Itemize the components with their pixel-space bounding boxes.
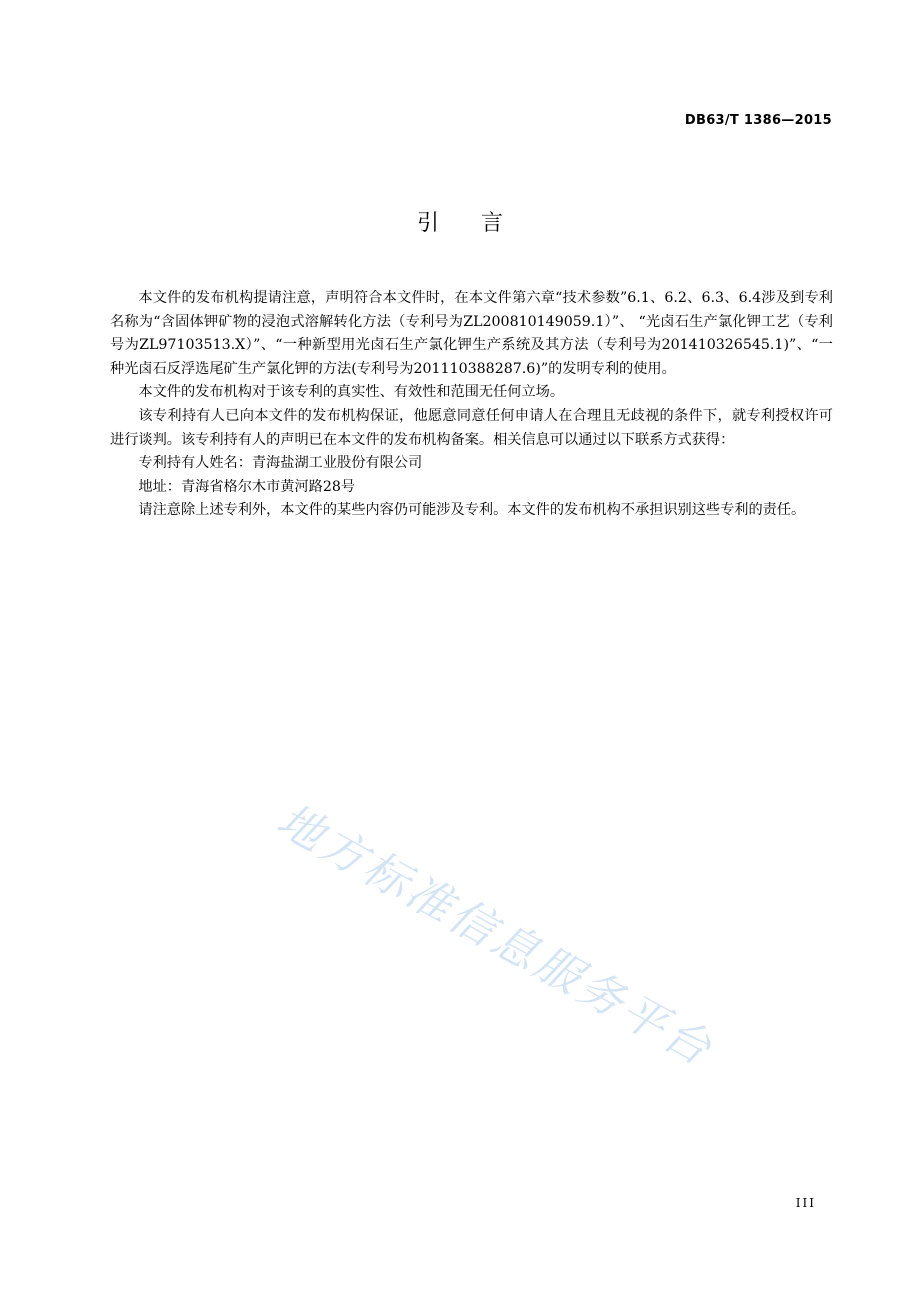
document-code: DB63/T 1386—2015 <box>684 113 832 128</box>
paragraph-position-statement: 本文件的发布机构对于该专利的真实性、有效性和范围无任何立场。 <box>138 384 565 401</box>
paragraph-patent-notice: 本文件的发布机构提请注意，声明符合本文件时，在本文件第六章“技术参数”6.1、6.2、6.3、6.4涉及到专利名称为“含固体钾矿物的浸泡式溶解转化方法（专利号为ZL200810149059.1）”、 “光卤石生产氯化钾工艺（专利号为ZL97103513.X）”、“一种新型用光卤石生产氯化钾生产系统及其方法（专利号为201410326545.1)”、“一种光卤石反浮选尾矿生产氯化钾的方法(专利号为201110388287.6)”的发明专利的使用。 <box>110 290 833 377</box>
page-title: 引言 <box>416 211 545 236</box>
watermark-text: 地方标准信息服务平台 <box>268 793 723 1077</box>
paragraph-other-patents: 请注意除上述专利外，本文件的某些内容仍可能涉及专利。本文件的发布机构不承担识别这些专利的责任。 <box>138 502 806 519</box>
page-number: III <box>795 1196 816 1210</box>
paragraph-holder-name: 专利持有人姓名：青海盐湖工业股份有限公司 <box>138 455 423 472</box>
paragraph-address: 地址：青海省格尔木市黄河路28号 <box>138 478 356 495</box>
introduction-body <box>110 287 833 523</box>
paragraph-holder-guarantee: 该专利持有人已向本文件的发布机构保证，他愿意同意任何申请人在合理且无歧视的条件下，就专利授权许可进行谈判。该专利持有人的声明已在本文件的发布机构备案。相关信息可以通过以下联系方式获得： <box>110 407 833 448</box>
